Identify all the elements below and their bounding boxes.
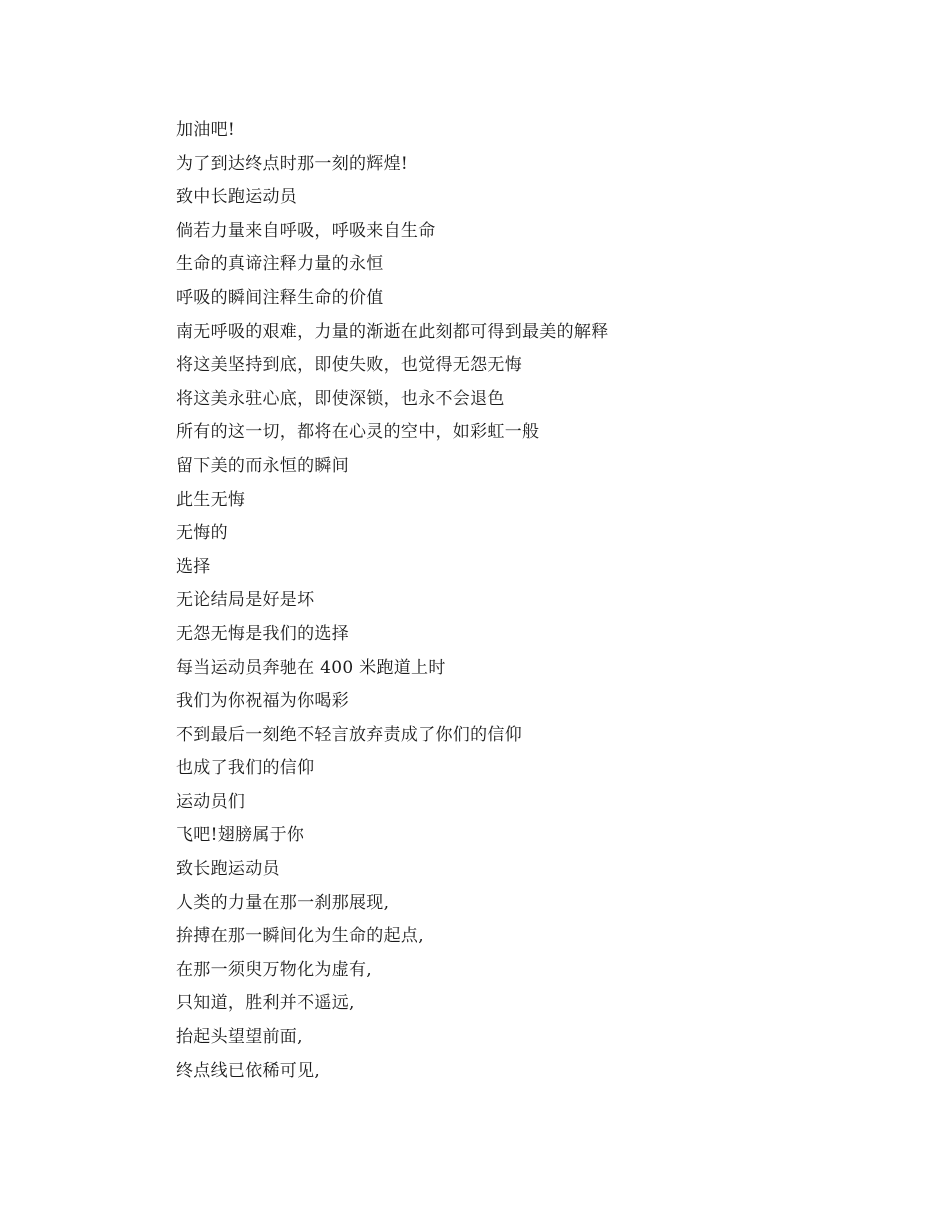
document-body: [176, 114, 876, 1088]
text-line: 人类的力量在那一刹那展现,: [176, 892, 390, 913]
text-line: 将这美坚持到底，即使失败，也觉得无怨无悔: [176, 355, 522, 376]
text-line: 运动员们: [176, 791, 246, 812]
text-line: 所有的这一切，都将在心灵的空中，如彩虹一般: [176, 422, 540, 443]
text-line: 此生无悔: [176, 489, 246, 510]
text-line: 留下美的而永恒的瞬间: [176, 455, 349, 476]
text-line: 为了到达终点时那一刻的辉煌!: [176, 153, 409, 174]
text-line: 南无呼吸的艰难，力量的渐逝在此刻都可得到最美的解释: [176, 321, 609, 342]
text-line: 加油吧!: [176, 120, 236, 140]
text-line: 每当运动员奔驰在 400 米跑道上时: [176, 657, 446, 678]
text-line: 倘若力量来自呼吸，呼吸来自生命: [176, 220, 436, 241]
text-line: 生命的真谛注释力量的永恒: [176, 254, 384, 275]
text-line: 无怨无悔是我们的选择: [176, 623, 349, 644]
text-line: 飞吧!翅膀属于你: [176, 825, 305, 846]
text-line: 将这美永驻心底，即使深锁，也永不会退色: [176, 388, 505, 409]
text-line: 选择: [176, 556, 211, 577]
text-line: 终点线已依稀可见,: [176, 1060, 321, 1081]
text-line: 在那一须臾万物化为虚有,: [176, 959, 373, 980]
text-line: 抬起头望望前面,: [176, 1027, 303, 1048]
text-line: 拚搏在那一瞬间化为生命的起点,: [176, 926, 424, 947]
section-heading: 致长跑运动员: [176, 859, 280, 880]
text-line: 我们为你祝福为你喝彩: [176, 691, 349, 712]
text-line: 不到最后一刻绝不轻言放弃责成了你们的信仰: [176, 724, 522, 745]
text-line: 也成了我们的信仰: [176, 758, 315, 779]
text-line: 无论结局是好是坏: [176, 590, 315, 611]
text-line: 呼吸的瞬间注释生命的价值: [176, 287, 384, 308]
text-line: 只知道，胜利并不遥远,: [176, 993, 355, 1014]
section-heading: 致中长跑运动员: [176, 187, 298, 208]
text-line: 无悔的: [176, 523, 228, 544]
